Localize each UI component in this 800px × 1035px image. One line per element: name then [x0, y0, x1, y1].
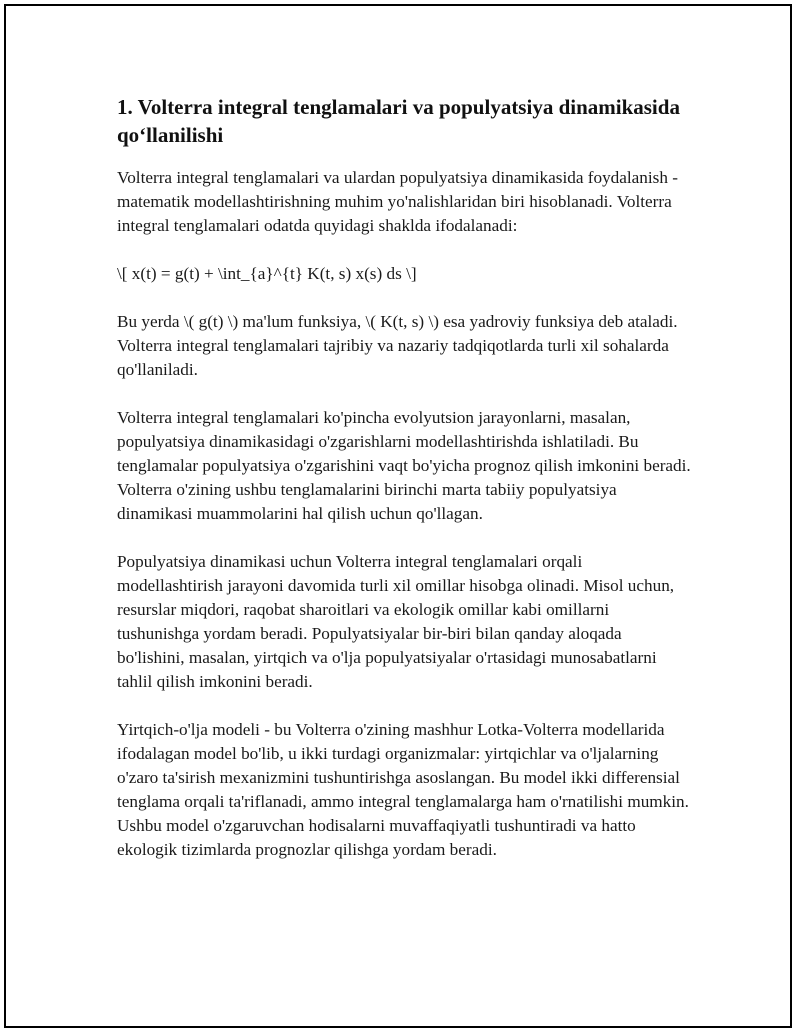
paragraph-evolution: Volterra integral tenglamalari ko'pincha evolyutsion jarayonlarni, masalan, populyatsiya dinamikasidagi o'zgarishlarni modellashtirishda ishlatiladi. Bu tenglamalar populyatsiya o'zgarishini vaqt bo'yicha prognoz qilish imkonini beradi. Volterra o'zining ushbu tenglamalarini birinchi marta tabiiy populyatsiya dinamikasi muammolarini hal qilish uchun qo'llagan. [117, 408, 691, 523]
paragraph-predator-prey: Yirtqich-o'lja modeli - bu Volterra o'zining mashhur Lotka-Volterra modellarida ifodalagan model bo'lib, u ikki turdagi organizmalar: yirtqichlar va o'ljalarning o'zaro ta'sirish mexanizmini tushuntirishga asoslangan. Bu model ikki differensial tenglama orqali ta'riflanadi, ammo integral tenglamalarga ham o'rnatilishi mumkin. Ushbu model o'zgaruvchan hodisalarni muvaffaqiyatli tushuntiradi va hatto ekologik tizimlarda prognozlar qilishga yordam beradi. [117, 720, 689, 859]
paragraph-modeling: Populyatsiya dinamikasi uchun Volterra integral tenglamalari orqali modellashtirish jarayoni davomida turli xil omillar hisobga olinadi. Misol uchun, resurslar miqdori, raqobat sharoitlari va ekologik omillar kabi omillarni tushunishga yordam beradi. Populyatsiyalar bir-biri bilan qanday aloqada bo'lishini, masalan, yirtqich va o'lja populyatsiyalar o'rtasidagi munosabatlarni tahlil qilish imkonini beradi. [117, 552, 675, 691]
paragraph-definitions: Bu yerda \( g(t) \) ma'lum funksiya, \( K(t, s) \) esa yadroviy funksiya deb ataladi. Volterra integral tenglamalari tajribiy va nazariy tadqiqotlarda turli xil sohalarda qo'llaniladi. [117, 312, 678, 379]
section-heading: 1. Volterra integral tenglamalari va populyatsiya dinamikasida qo‘llanilishi [117, 95, 680, 147]
paragraph-intro: Volterra integral tenglamalari va ulardan populyatsiya dinamikasida foydalanish - matematik modellashtirishning muhim yo'nalishlaridan biri hisoblanadi. Volterra integral tenglamalari odatda quyidagi shaklda ifodalanadi: [117, 168, 678, 235]
document-body [117, 93, 692, 886]
formula-volterra: \[ x(t) = g(t) + \int_{a}^{t} K(t, s) x(s) ds \] [117, 264, 417, 283]
